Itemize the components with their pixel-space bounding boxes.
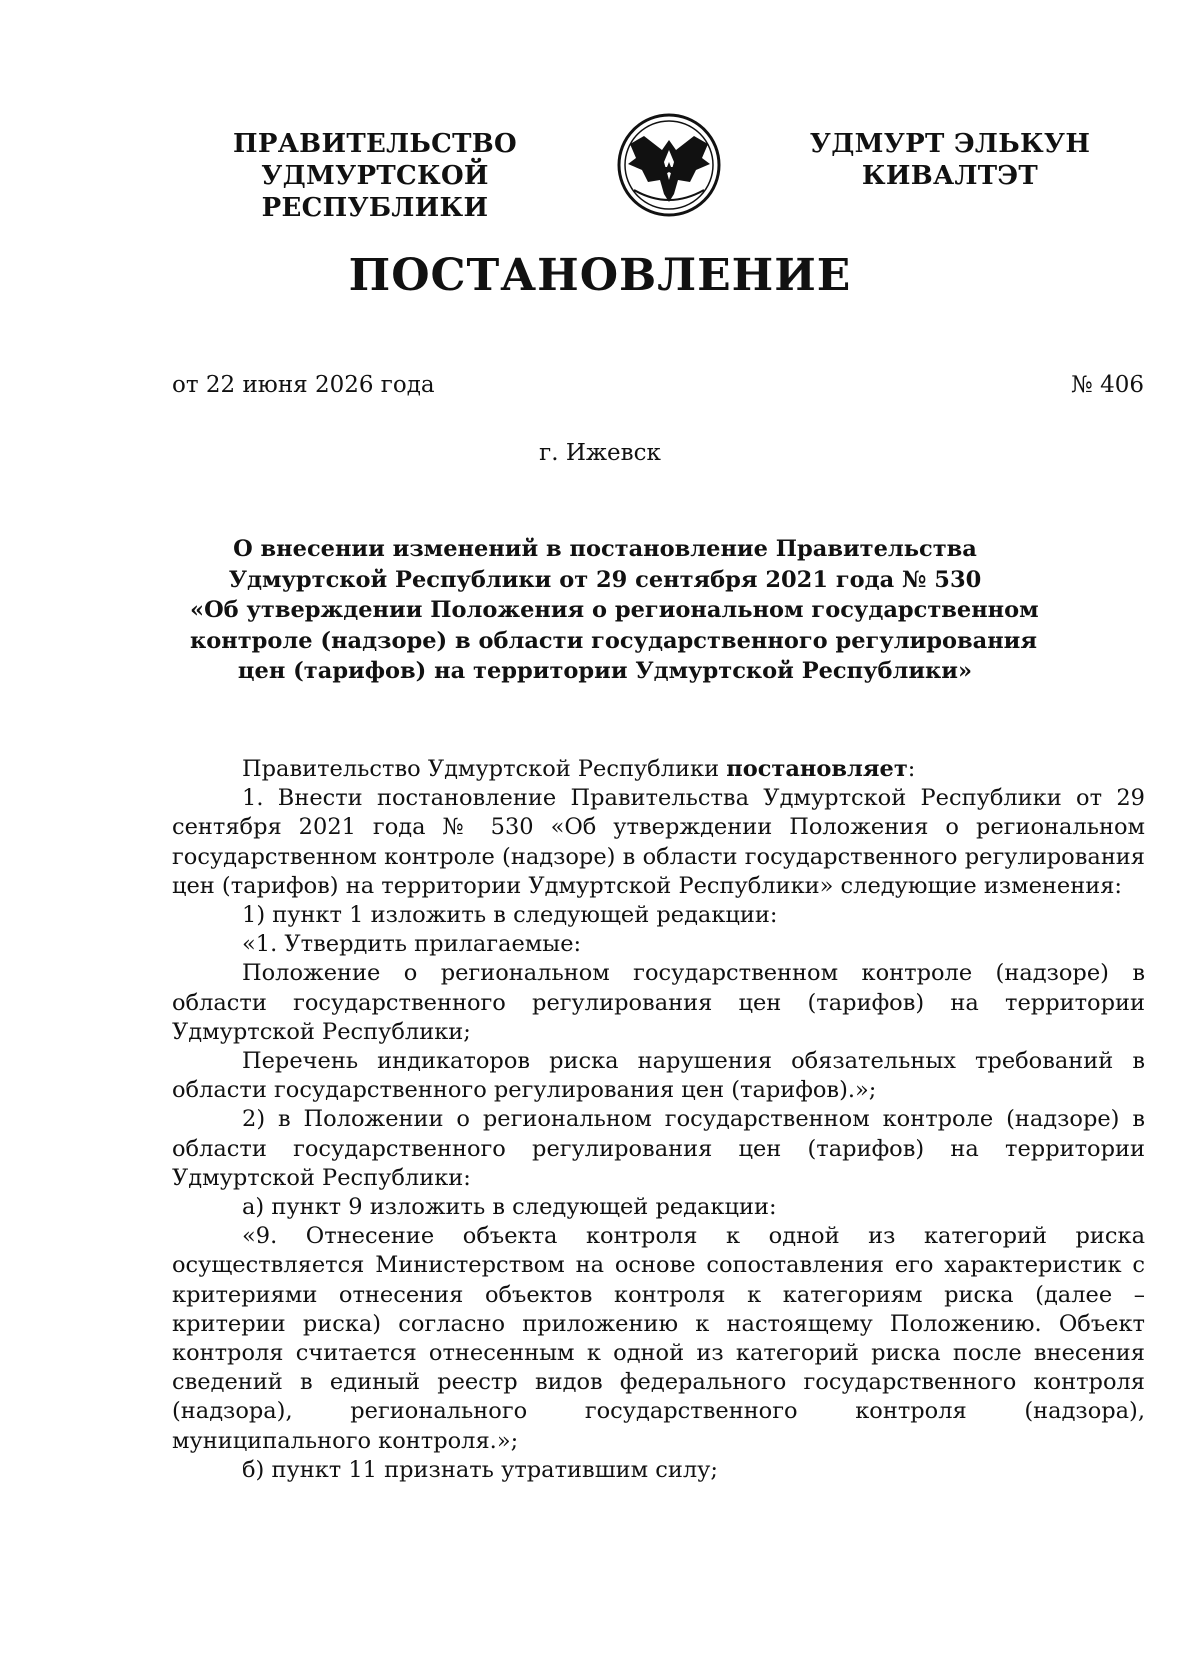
org-name-russian-line2: УДМУРТСКОЙ РЕСПУБЛИКИ [261,161,489,223]
document-title [190,534,1039,687]
paragraph-regulation: Положение о региональном государственном контроле (надзоре) в области государственного регулирования цен (тарифов) на территории Удмуртской Республики; [172,960,1145,1045]
coat-of-arms-icon [614,110,724,220]
paragraph-1-2: 2) в Положении о региональном государственном контроле (надзоре) в области государственного регулирования цен (тарифов) на территории Удмуртской Республики: [172,1106,1145,1191]
document-city: г. Ижевск [539,440,661,466]
org-name-udmurt [800,128,1100,192]
preamble-verb: постановляет [726,756,908,782]
paragraph-quote-1: «1. Утвердить прилагаемые: [242,931,582,958]
document-type-heading: ПОСТАНОВЛЕНИЕ [348,250,852,301]
org-name-udmurt-line1: УДМУРТ ЭЛЬКУН [809,129,1091,159]
preamble-paragraph [172,755,1145,784]
document-body [172,755,1145,1485]
paragraph-b: б) пункт 11 признать утратившим силу; [242,1456,718,1483]
title-line: О внесении изменений в постановление Правительства [233,536,977,562]
paragraph-quote-9: «9. Отнесение объекта контроля к одной из категорий риска осуществляется Министерством на основе сопоставления его характеристик с критериями отнесения объектов контроля к категориям риска (далее – критерии риска) согласно приложению к настоящему Положению. Объект контроля считается отнесенным к одной из категорий риска после внесения сведений в единый реестр видов федерального государственного контроля (надзора), регионального государственного контроля (надзора), муниципального контроля.»; [172,1223,1145,1454]
document-date: от 22 июня 2026 года [172,372,435,398]
title-line: Удмуртской Республики от 29 сентября 2021 года № 530 [228,566,982,593]
org-name-udmurt-line2: КИВАЛТЭТ [861,161,1039,191]
paragraph-risk-indicators: Перечень индикаторов риска нарушения обязательных требований в области государственного регулирования цен (тарифов).»; [172,1048,1145,1104]
org-name-russian [160,128,590,224]
title-line: «Об утверждении Положения о региональном государственном [190,597,1039,623]
title-line: цен (тарифов) на территории Удмуртской Республики» [237,658,973,684]
title-line: контроле (надзоре) в области государственного регулирования [190,627,1037,654]
paragraph-1-1: 1) пункт 1 изложить в следующей редакции: [242,902,778,929]
org-name-russian-line1: ПРАВИТЕЛЬСТВО [233,129,517,159]
preamble-colon: : [907,756,916,782]
document-number: № 406 [1071,372,1144,398]
paragraph-a: а) пункт 9 изложить в следующей редакции: [242,1194,777,1221]
paragraph-1: 1. Внести постановление Правительства Удмуртской Республики от 29 сентября 2021 года № 530 «Об утверждении Положения о региональном государственном контроле (надзоре) в области государственного регулирования цен (тарифов) на территории Удмуртской Республики» следующие изменения: [172,785,1145,899]
preamble-text: Правительство Удмуртской Республики [242,756,727,782]
